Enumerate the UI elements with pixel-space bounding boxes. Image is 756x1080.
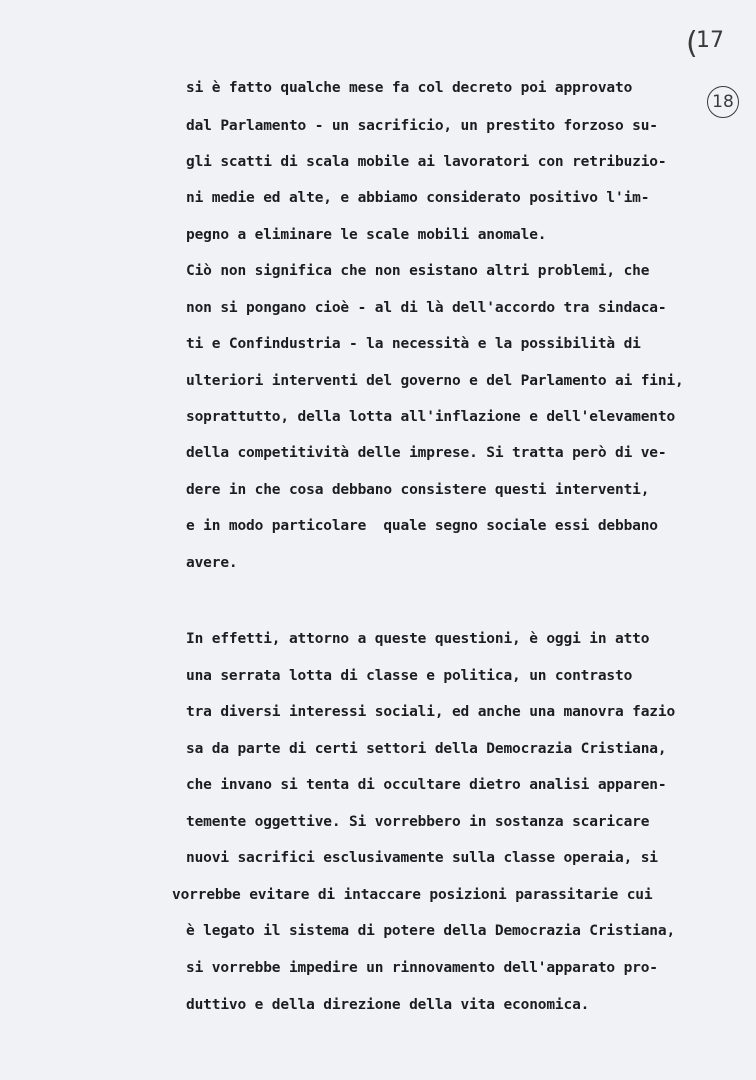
text-line: In effetti, attorno a queste questioni, è oggi in atto (186, 631, 650, 647)
page-number-circled: 18 (707, 86, 739, 118)
text-line: una serrata lotta di classe e politica, un contrasto (186, 668, 633, 684)
text-line: nuovi sacrifici esclusivamente sulla classe operaia, si (186, 850, 658, 866)
text-line: si vorrebbe impedire un rinnovamento dell'apparato pro- (186, 960, 658, 976)
text-line: vorrebbe evitare di intaccare posizioni parassitarie cui (172, 887, 653, 903)
text-line: tra diversi interessi sociali, ed anche una manovra fazio (186, 704, 676, 720)
text-line: si è fatto qualche mese fa col decreto poi approvato (186, 80, 633, 96)
page-number-handwritten: ( 17 (696, 28, 724, 53)
text-line: dal Parlamento - un sacrificio, un prestito forzoso su- (186, 118, 658, 134)
text-line: che invano si tenta di occultare dietro analisi apparen- (186, 777, 667, 793)
text-line: duttivo e della direzione della vita economica. (186, 997, 590, 1013)
text-line: non si pongano cioè - al di là dell'accordo tra sindaca- (186, 300, 667, 316)
text-line: e in modo particolare quale segno sociale essi debbano (186, 518, 658, 534)
text-line: ti e Confindustria - la necessità e la possibilità di (186, 336, 641, 352)
text-line: ulteriori interventi del governo e del Parlamento ai fini, (186, 373, 684, 389)
text-line: è legato il sistema di potere della Democrazia Cristiana, (186, 923, 676, 939)
text-line: ni medie ed alte, e abbiamo considerato positivo l'im- (186, 190, 650, 206)
text-line: pegno a eliminare le scale mobili anomale. (186, 227, 547, 243)
text-line: temente oggettive. Si vorrebbero in sostanza scaricare (186, 814, 650, 830)
text-line: sa da parte di certi settori della Democrazia Cristiana, (186, 741, 667, 757)
text-line: gli scatti di scala mobile ai lavoratori con retribuzio- (186, 154, 667, 170)
text-line: soprattutto, della lotta all'inflazione e dell'elevamento (186, 409, 676, 425)
text-line: della competitività delle imprese. Si tratta però di ve- (186, 445, 667, 461)
text-line: dere in che cosa debbano consistere questi interventi, (186, 482, 650, 498)
text-line: avere. (186, 555, 238, 571)
text-line: Ciò non significa che non esistano altri problemi, che (186, 263, 650, 279)
